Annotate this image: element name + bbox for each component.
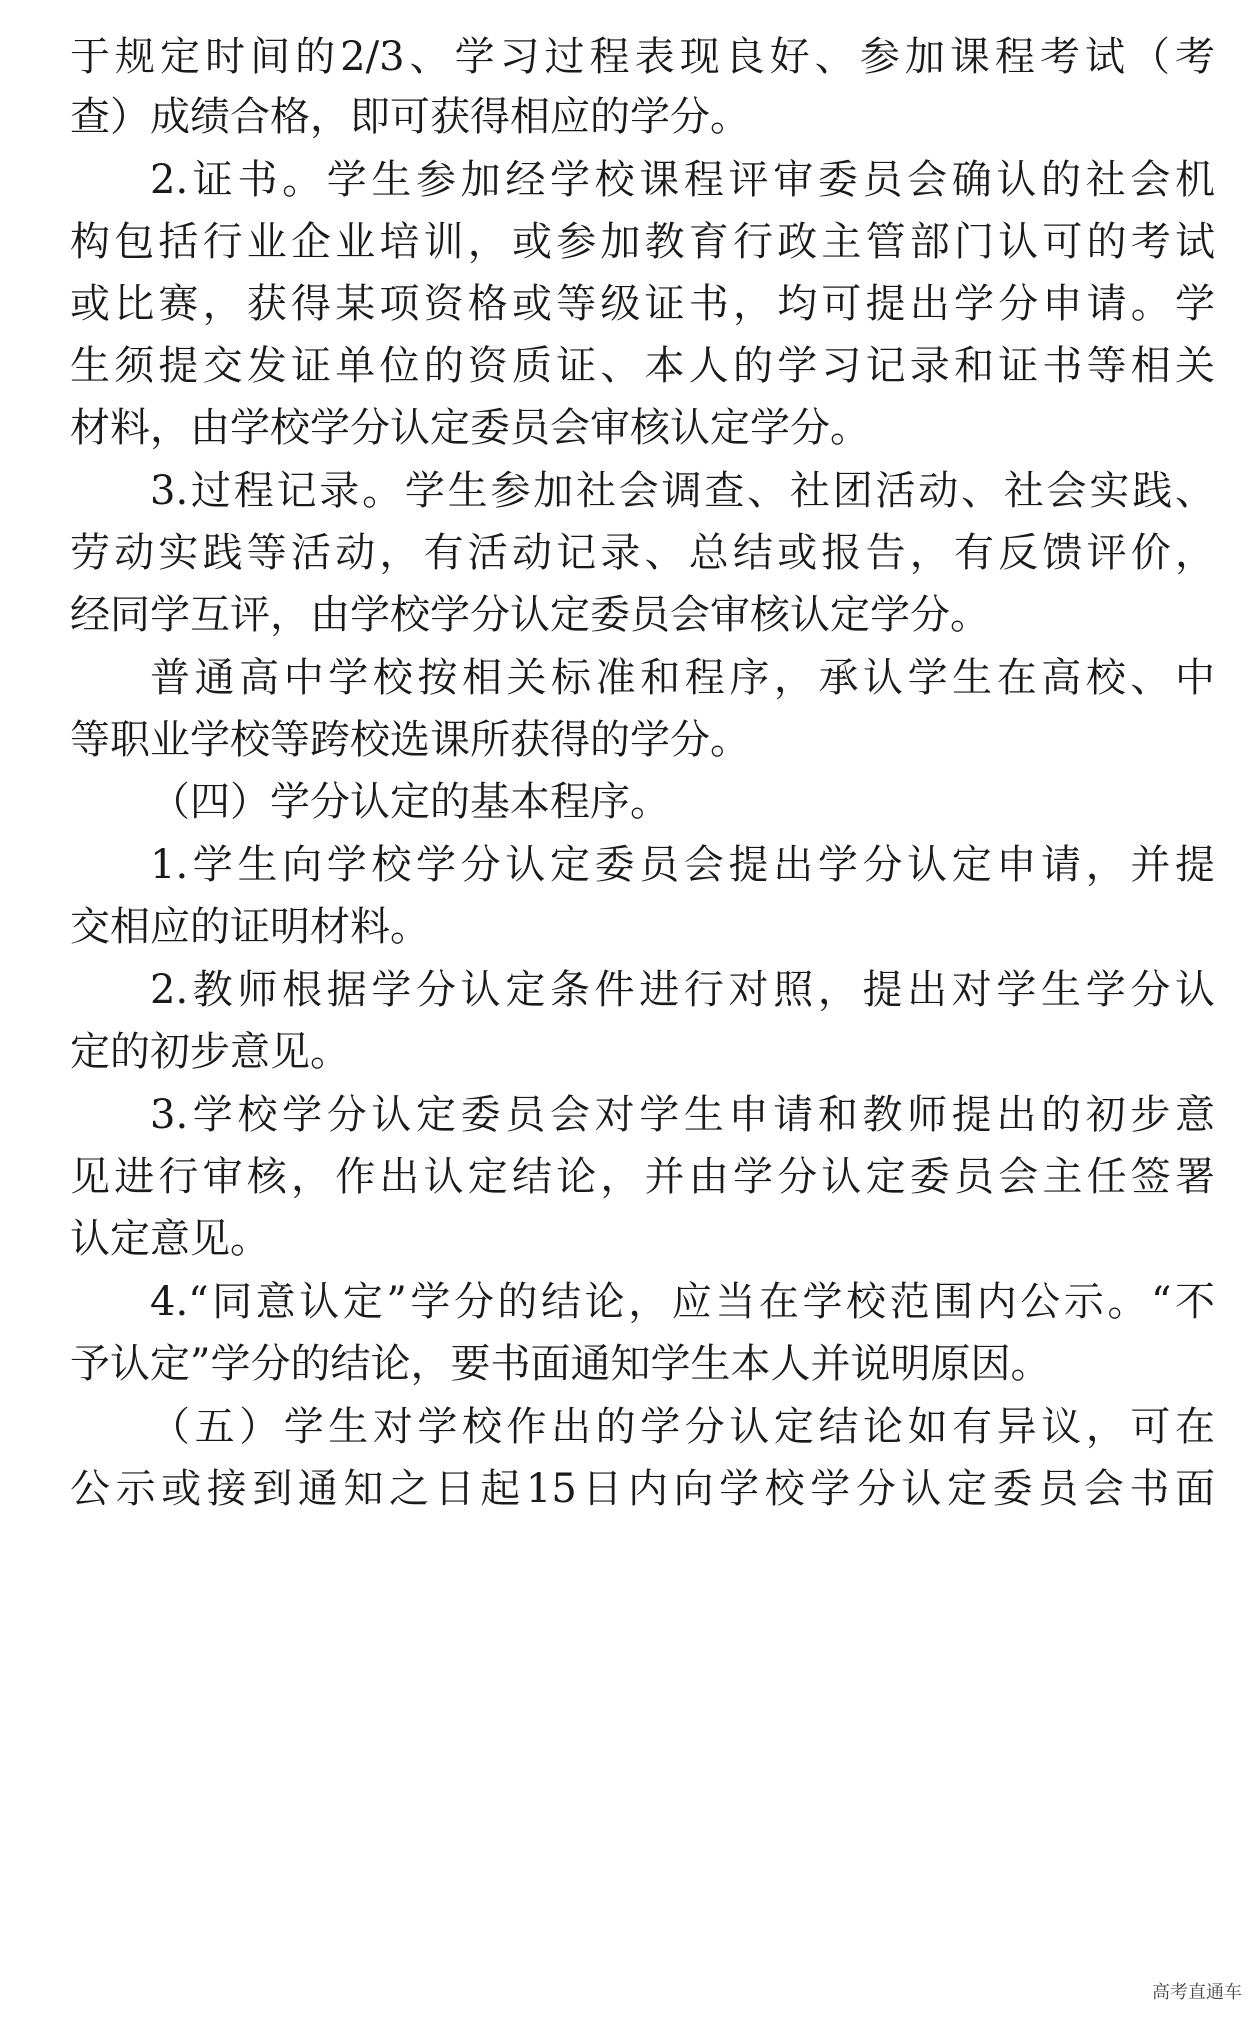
text-line: 或比赛，获得某项资格或等级证书，均可提出学分申请。学 (70, 281, 1215, 327)
text-line: 普通高中学校按相关标准和程序，承认学生在高校、中 (150, 655, 1215, 701)
text-line: 劳动实践等活动，有活动记录、总结或报告，有反馈评价， (70, 530, 1215, 576)
text-line: 见进行审核，作出认定结论，并由学分认定委员会主任签署 (70, 1154, 1215, 1200)
text-line: 于规定时间的2/3、学习过程表现良好、参加课程考试（考 (70, 34, 1215, 80)
text-line: 定的初步意见。 (70, 1029, 350, 1075)
watermark-logo: 高考直通车 (1152, 1982, 1242, 2003)
text-line: 查）成绩合格，即可获得相应的学分。 (70, 94, 750, 140)
text-line: 3.过程记录。学生参加社会调查、社团活动、社会实践、 (150, 468, 1215, 514)
text-line: 生须提交发证单位的资质证、本人的学习记录和证书等相关 (70, 343, 1215, 389)
text-line: 予认定”学分的结论，要书面通知学生本人并说明原因。 (70, 1341, 1051, 1387)
text-line: 2.证书。学生参加经学校课程评审委员会确认的社会机 (150, 157, 1215, 203)
section-heading: （五）学生对学校作出的学分认定结论如有异议，可在 (150, 1404, 1215, 1450)
text-line: 认定意见。 (70, 1216, 270, 1262)
text-line: 材料，由学校学分认定委员会审核认定学分。 (70, 405, 870, 451)
text-line: 构包括行业企业培训，或参加教育行政主管部门认可的考试 (70, 219, 1215, 265)
text-line: 3.学校学分认定委员会对学生申请和教师提出的初步意 (150, 1092, 1215, 1138)
text-line: 1.学生向学校学分认定委员会提出学分认定申请，并提 (150, 842, 1215, 888)
section-heading: （四）学分认定的基本程序。 (150, 779, 670, 825)
text-line: 交相应的证明材料。 (70, 904, 430, 950)
text-line: 4.“同意认定”学分的结论，应当在学校范围内公示。“不 (150, 1279, 1215, 1325)
text-line: 经同学互评，由学校学分认定委员会审核认定学分。 (70, 592, 990, 638)
text-line: 等职业学校等跨校选课所获得的学分。 (70, 717, 750, 763)
text-line: 2.教师根据学分认定条件进行对照，提出对学生学分认 (150, 967, 1215, 1013)
text-line: 公示或接到通知之日起15日内向学校学分认定委员会书面 (70, 1466, 1215, 1512)
